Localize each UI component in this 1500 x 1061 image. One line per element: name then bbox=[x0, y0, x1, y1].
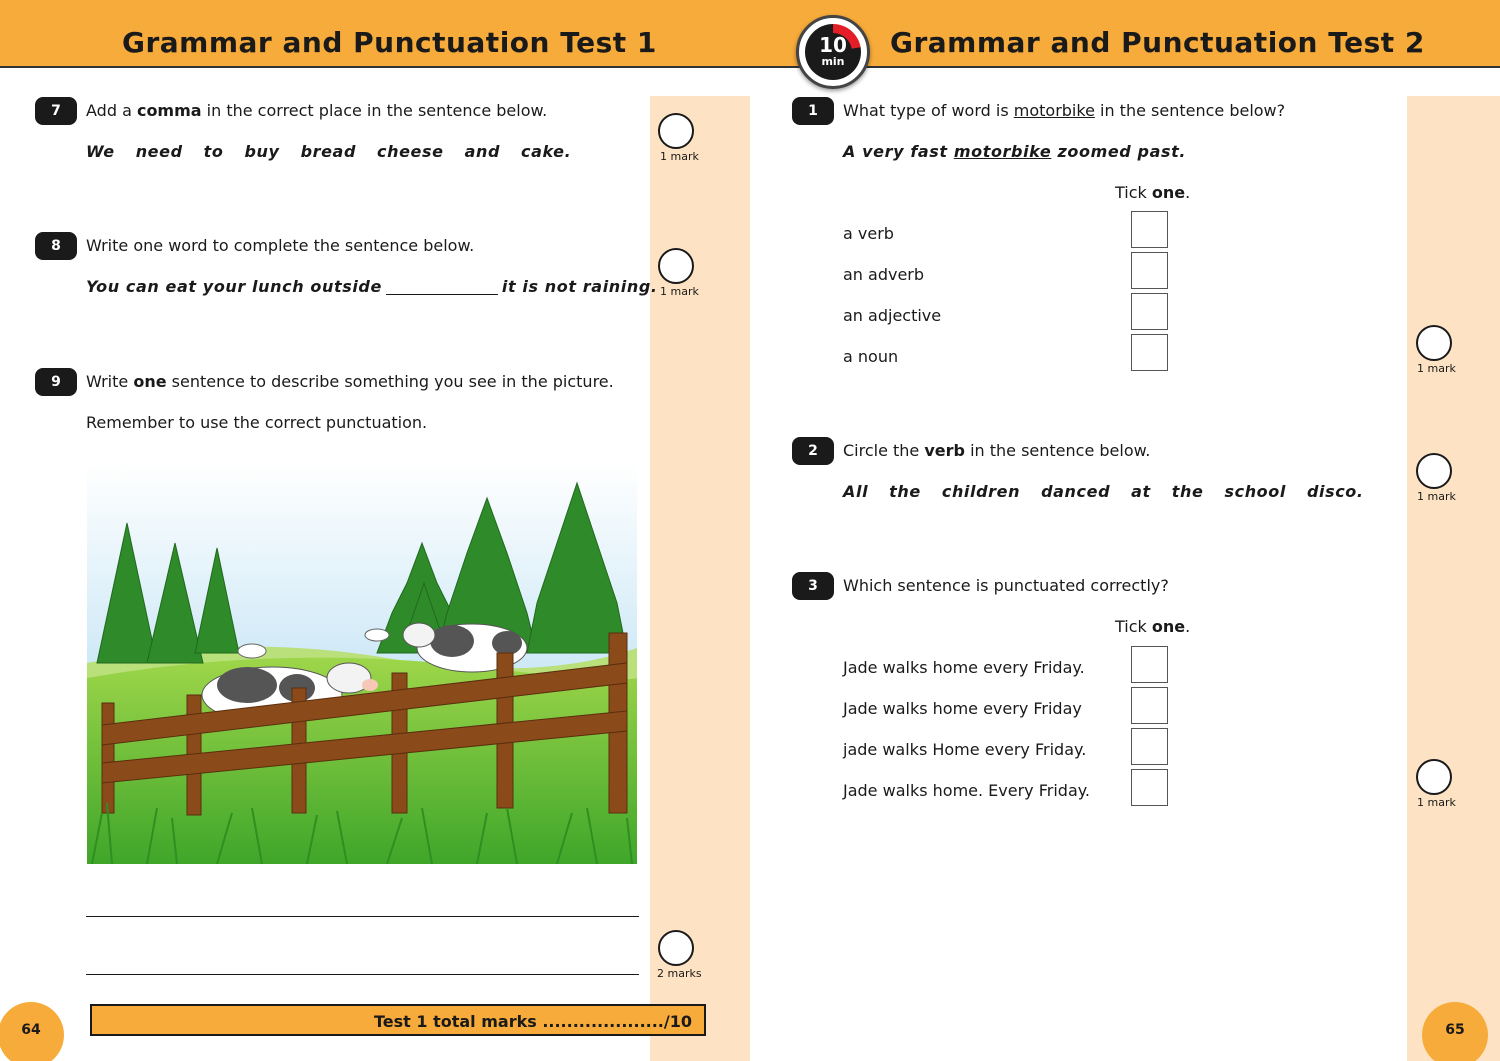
q2-word-disco[interactable]: disco. bbox=[1306, 482, 1364, 501]
q1-option-adjective: an adjective bbox=[843, 306, 942, 325]
q1-option-noun: a noun bbox=[843, 347, 899, 366]
page-number-right: 65 bbox=[1422, 1002, 1488, 1061]
q3-tickbox-3[interactable] bbox=[1131, 728, 1168, 765]
total-marks-label: Test 1 total marks ..................../10 bbox=[374, 1012, 692, 1031]
test2-title: Grammar and Punctuation Test 2 bbox=[890, 26, 1425, 59]
q3-option-3: jade walks Home every Friday. bbox=[843, 740, 1087, 759]
question-3-text: Which sentence is punctuated correctly? bbox=[843, 576, 1169, 595]
answer-line-2[interactable] bbox=[86, 974, 639, 975]
question-number-1: 1 bbox=[792, 97, 834, 125]
mark-circle-q2[interactable] bbox=[1416, 453, 1452, 489]
marks-margin-left bbox=[650, 96, 750, 1061]
question-2-text: Circle the verb in the sentence below. bbox=[843, 441, 1151, 460]
timer-icon bbox=[796, 15, 870, 89]
q1-option-adverb: an adverb bbox=[843, 265, 925, 284]
question-2-sentence bbox=[843, 482, 1385, 502]
q2-word-the[interactable]: the bbox=[889, 482, 921, 501]
question-number-2: 2 bbox=[792, 437, 834, 465]
timer-number: 10 bbox=[819, 33, 847, 57]
mark-label-q9: 2 marks bbox=[657, 967, 702, 980]
question-7-sentence: We need to buy bread cheese and cake. bbox=[86, 142, 572, 161]
page-number-left: 64 bbox=[0, 1002, 64, 1061]
q1-tickbox-adjective[interactable] bbox=[1131, 293, 1168, 330]
question-number-8: 8 bbox=[35, 232, 77, 260]
q1-tickbox-adverb[interactable] bbox=[1131, 252, 1168, 289]
tick-one-label-q1: Tick one. bbox=[1115, 183, 1191, 202]
question-number-7: 7 bbox=[35, 97, 77, 125]
marks-margin-right bbox=[1407, 96, 1500, 1061]
test1-total-marks bbox=[90, 1004, 706, 1036]
question-8-sentence: You can eat your lunch outside it is not raining. bbox=[86, 277, 658, 296]
question-9-instruction: Remember to use the correct punctuation. bbox=[86, 413, 428, 432]
mark-label-q2: 1 mark bbox=[1417, 490, 1456, 503]
mark-label-q3: 1 mark bbox=[1417, 796, 1456, 809]
q3-option-4: Jade walks home. Every Friday. bbox=[843, 781, 1091, 800]
mark-circle-q1[interactable] bbox=[1416, 325, 1452, 361]
mark-circle-q8[interactable] bbox=[658, 248, 694, 284]
q2-word-school[interactable]: school bbox=[1224, 482, 1286, 501]
q3-option-2: Jade walks home every Friday bbox=[843, 699, 1082, 718]
question-9-text: Write one sentence to describe something you see in the picture. bbox=[86, 372, 614, 391]
q2-word-children[interactable]: children bbox=[941, 482, 1021, 501]
q3-option-1: Jade walks home every Friday. bbox=[843, 658, 1085, 677]
question-1-text: What type of word is motorbike in the sentence below? bbox=[843, 101, 1286, 120]
q2-word-danced[interactable]: danced bbox=[1041, 482, 1111, 501]
question-7-text: Add a comma in the correct place in the sentence below. bbox=[86, 101, 548, 120]
mark-circle-q7[interactable] bbox=[658, 113, 694, 149]
q2-word-at[interactable]: at bbox=[1131, 482, 1151, 501]
question-8-text: Write one word to complete the sentence below. bbox=[86, 236, 475, 255]
question-number-9: 9 bbox=[35, 368, 77, 396]
question-1-sentence: A very fast motorbike zoomed past. bbox=[843, 142, 1187, 161]
q3-tickbox-2[interactable] bbox=[1131, 687, 1168, 724]
q1-tickbox-verb[interactable] bbox=[1131, 211, 1168, 248]
page-header bbox=[0, 0, 1500, 68]
farm-picture bbox=[87, 463, 637, 864]
q3-tickbox-4[interactable] bbox=[1131, 769, 1168, 806]
q1-tickbox-noun[interactable] bbox=[1131, 334, 1168, 371]
q2-word-the-2[interactable]: the bbox=[1171, 482, 1204, 501]
answer-blank[interactable] bbox=[386, 294, 498, 295]
q1-option-verb: a verb bbox=[843, 224, 894, 243]
timer-unit: min bbox=[821, 55, 845, 68]
mark-circle-q3[interactable] bbox=[1416, 759, 1452, 795]
answer-line-1[interactable] bbox=[86, 916, 639, 917]
mark-label-q1: 1 mark bbox=[1417, 362, 1456, 375]
mark-circle-q9[interactable] bbox=[658, 930, 694, 966]
mark-label-q7: 1 mark bbox=[660, 150, 699, 163]
q3-tickbox-1[interactable] bbox=[1131, 646, 1168, 683]
q2-word-all[interactable]: All bbox=[843, 482, 869, 501]
mark-label-q8: 1 mark bbox=[660, 285, 699, 298]
tick-one-label-q3: Tick one. bbox=[1115, 617, 1191, 636]
test1-title: Grammar and Punctuation Test 1 bbox=[122, 26, 657, 59]
question-number-3: 3 bbox=[792, 572, 834, 600]
